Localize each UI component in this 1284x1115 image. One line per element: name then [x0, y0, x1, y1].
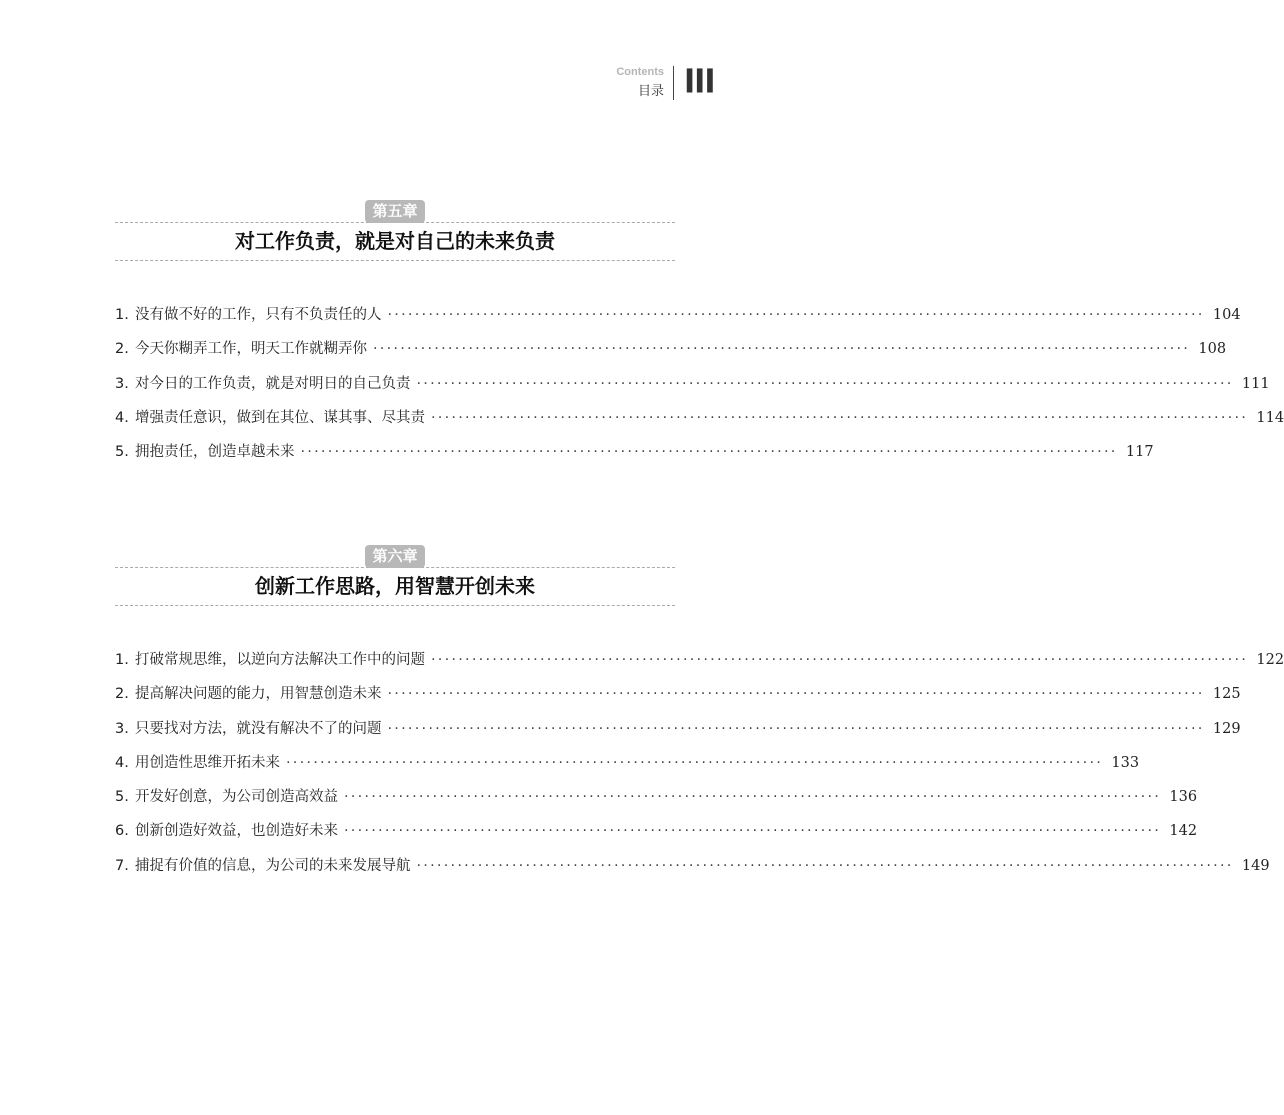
toc-entry-number: 4.	[115, 409, 129, 426]
toc-entry-number: 7.	[115, 857, 129, 874]
dot-leader: ························································································································	[431, 652, 1249, 668]
dot-leader: ························································································································	[286, 754, 1104, 771]
toc-entry-title: 创新创造好效益，也创造好未来	[135, 823, 338, 840]
dot-leader: ························································································································	[431, 409, 1249, 426]
toc-entry-page: 111	[1241, 375, 1270, 392]
toc-entry-title: 今天你糊弄工作，明天工作就糊弄你	[135, 341, 367, 358]
dot-leader: ························································································································	[416, 375, 1234, 392]
toc-entry-page: 125	[1212, 686, 1241, 703]
contents-label-cn: 目录	[637, 84, 664, 99]
toc-entry-page: 117	[1125, 444, 1154, 461]
toc-entry-number: 5.	[115, 789, 129, 806]
toc-entry-title: 用创造性思维开拓未来	[135, 754, 280, 771]
toc-entry-number: 6.	[115, 823, 129, 840]
toc-entry-number: 1.	[115, 307, 129, 323]
dot-leader: ························································································································	[344, 823, 1162, 840]
dot-leader: ························································································································	[416, 857, 1234, 874]
chapter-6-heading	[115, 545, 675, 606]
toc-entry-title: 捕捉有价值的信息，为公司的未来发展导航	[135, 857, 411, 874]
toc-entry-number: 4.	[115, 754, 129, 771]
dot-leader: ························································································································	[344, 789, 1162, 806]
toc-entry-title: 提高解决问题的能力，用智慧创造未来	[135, 686, 382, 703]
chapter-badge: 第六章	[365, 545, 424, 568]
toc-entry-number: 3.	[115, 720, 129, 737]
toc-entry-page: 149	[1241, 857, 1270, 874]
toc-entry-page: 133	[1111, 754, 1140, 771]
toc-entry-page: 104	[1212, 307, 1241, 323]
chapter-title: 对工作负责，就是对自己的未来负责	[235, 229, 555, 253]
toc-entry-title: 打破常规思维，以逆向方法解决工作中的问题	[135, 652, 425, 668]
toc-entry-page: 114	[1256, 409, 1284, 426]
page-header	[560, 63, 720, 106]
toc-entry-number: 2.	[115, 686, 129, 703]
toc-entry-number: 1.	[115, 652, 129, 668]
dashed-divider	[115, 260, 675, 261]
toc-entry[interactable]	[115, 682, 1241, 716]
dot-leader: ························································································································	[387, 686, 1205, 703]
toc-entry[interactable]	[115, 372, 1270, 406]
chapter-5-heading	[115, 200, 675, 261]
toc-entry-number: 2.	[115, 341, 129, 358]
toc-entry-title: 开发好创意，为公司创造高效益	[135, 789, 338, 806]
toc-entry-page: 108	[1198, 341, 1227, 358]
toc-entry-number: 3.	[115, 375, 129, 392]
toc-entry-page: 122	[1256, 652, 1284, 668]
toc-entry-title: 拥抱责任，创造卓越未来	[135, 444, 295, 461]
toc-entry[interactable]	[115, 854, 1270, 888]
dot-leader: ························································································································	[387, 720, 1205, 737]
dot-leader: ························································································································	[387, 307, 1205, 323]
dot-leader: ························································································································	[373, 341, 1191, 358]
toc-entry-number: 5.	[115, 444, 129, 461]
toc-entry[interactable]	[115, 648, 1284, 682]
page-number-roman: III	[684, 63, 715, 102]
dot-leader: ························································································································	[300, 444, 1118, 461]
toc-entry-title: 增强责任意识，做到在其位、谋其事、尽其责	[135, 409, 425, 426]
contents-label-en: Contents	[616, 66, 664, 78]
toc-entry-page: 142	[1169, 823, 1198, 840]
chapter-6-toc-list	[115, 648, 1284, 888]
toc-entry[interactable]	[115, 337, 1227, 371]
chapter-title: 创新工作思路，用智慧开创未来	[255, 574, 535, 598]
header-divider	[673, 66, 674, 100]
toc-entry-title: 没有做不好的工作，只有不负责任的人	[135, 307, 382, 323]
chapter-5-toc-list	[115, 303, 1284, 474]
toc-entry[interactable]	[115, 751, 1140, 785]
toc-entry-title: 对今日的工作负责，就是对明日的自己负责	[135, 375, 411, 392]
toc-entry-page: 129	[1212, 720, 1241, 737]
toc-entry-title: 只要找对方法，就没有解决不了的问题	[135, 720, 382, 737]
toc-entry[interactable]	[115, 785, 1198, 819]
chapter-badge: 第五章	[365, 200, 424, 223]
toc-entry-page: 136	[1169, 789, 1198, 806]
toc-entry[interactable]	[115, 819, 1198, 853]
toc-entry[interactable]	[115, 406, 1284, 440]
toc-entry[interactable]	[115, 717, 1241, 751]
toc-entry[interactable]	[115, 440, 1154, 474]
toc-entry[interactable]	[115, 303, 1241, 337]
dashed-divider	[115, 605, 675, 606]
